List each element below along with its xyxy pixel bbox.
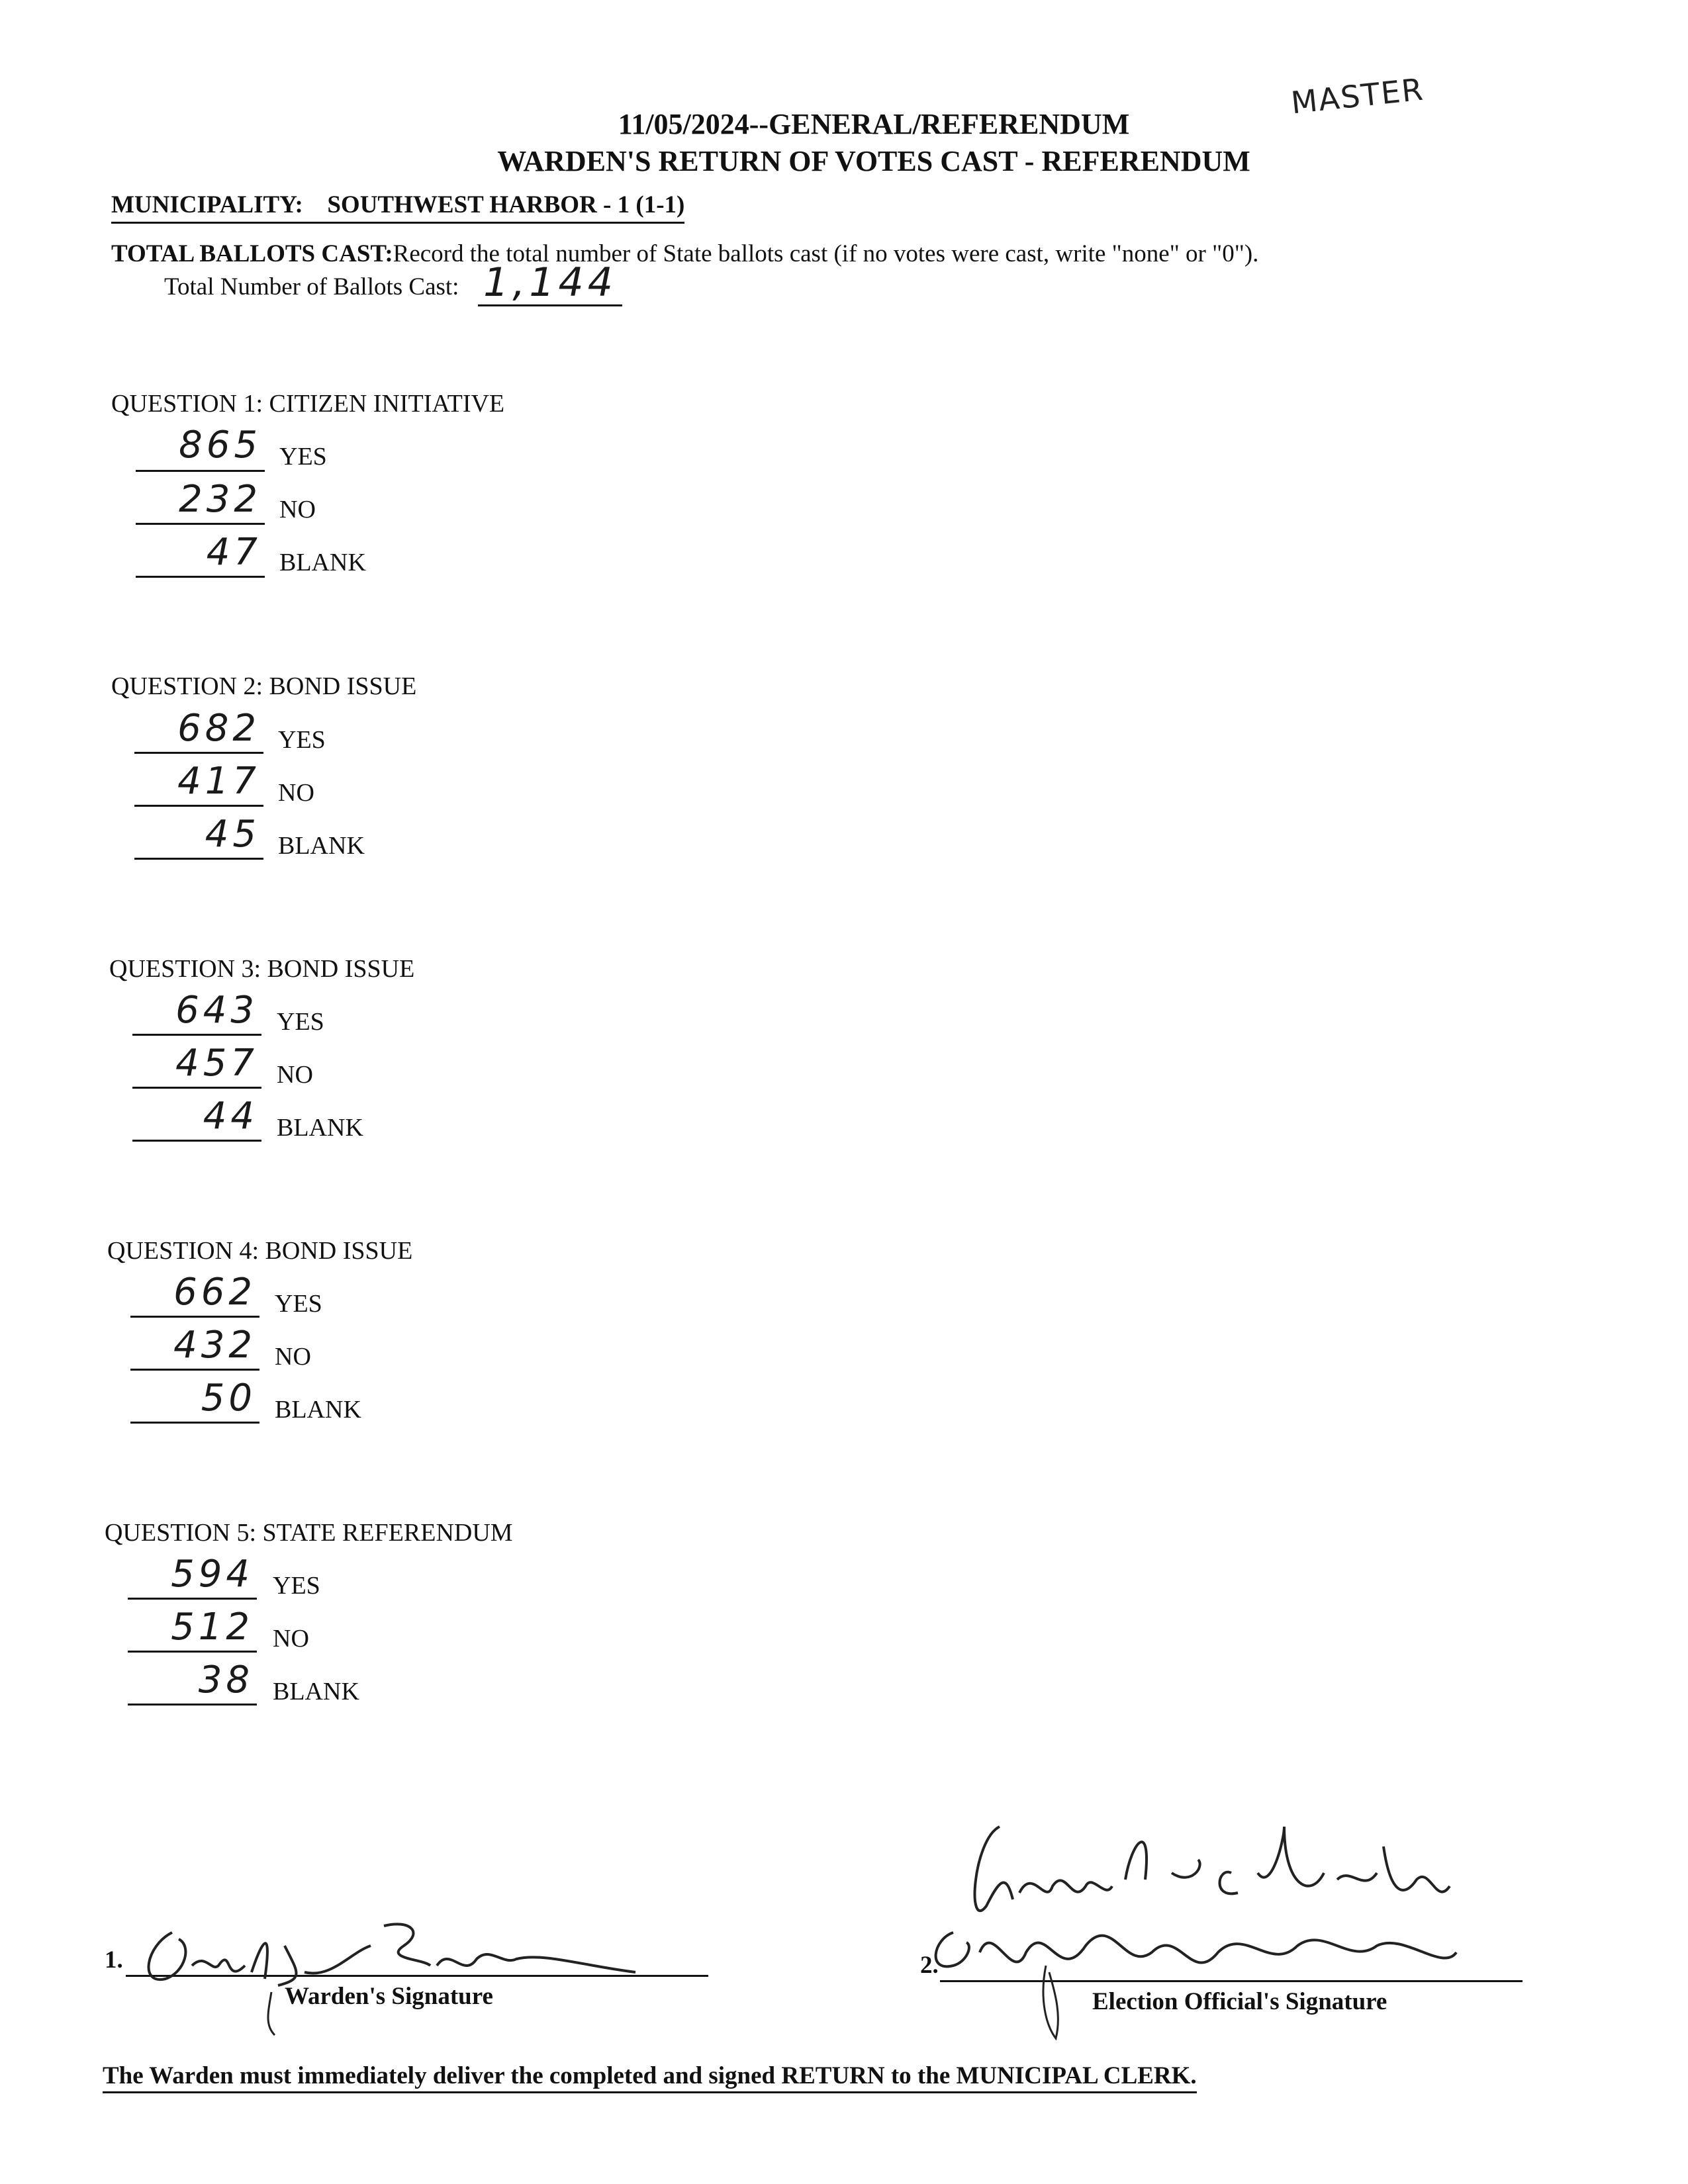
municipality-value: SOUTHWEST HARBOR - 1 (1-1) xyxy=(327,191,685,218)
question-2-blank-line xyxy=(134,858,263,860)
question-5-blank-label: BLANK xyxy=(273,1678,359,1706)
total-ballots-instruction: Record the total number of State ballots cast (if no votes were cast, write "none" or "0"). xyxy=(393,240,1259,267)
question-3-yes-count: 643 xyxy=(175,989,258,1032)
question-1-yes-line xyxy=(136,470,265,472)
question-5-yes-count: 594 xyxy=(171,1553,254,1596)
warden-signature xyxy=(132,1893,662,2045)
question-2-no-count: 417 xyxy=(177,760,260,803)
question-2-blank-count: 45 xyxy=(205,813,260,856)
form-title-line1: 11/05/2024--GENERAL/REFERENDUM xyxy=(618,108,1130,140)
question-1-yes-label: YES xyxy=(279,443,327,471)
election-official-signature xyxy=(914,1800,1509,2065)
question-5-no-line xyxy=(128,1651,257,1653)
ballot-count-value: 1,144 xyxy=(483,259,617,306)
question-1-blank-label: BLANK xyxy=(279,549,366,576)
question-3-yes-label: YES xyxy=(277,1008,324,1036)
question-1-no-count: 232 xyxy=(179,478,261,521)
form-title-line2: WARDEN'S RETURN OF VOTES CAST - REFERENDUM xyxy=(497,145,1250,177)
question-3-title: QUESTION 3: BOND ISSUE xyxy=(109,955,415,983)
municipality-label: MUNICIPALITY: xyxy=(111,191,303,218)
question-4-blank-count: 50 xyxy=(201,1377,256,1420)
question-1-yes-count: 865 xyxy=(179,424,261,467)
question-1-no-label: NO xyxy=(279,496,316,523)
question-4-no-count: 432 xyxy=(173,1324,256,1367)
question-5-no-count: 512 xyxy=(171,1606,254,1649)
question-1-blank-count: 47 xyxy=(206,531,261,574)
question-5-blank-count: 38 xyxy=(198,1659,254,1702)
question-3-yes-line xyxy=(132,1034,261,1036)
question-1-title: QUESTION 1: CITIZEN INITIATIVE xyxy=(111,390,505,418)
question-2-yes-label: YES xyxy=(278,726,326,754)
question-4-yes-line xyxy=(130,1316,259,1318)
question-1-blank-line xyxy=(136,576,265,578)
question-4-blank-line xyxy=(130,1422,259,1424)
warden-signature-number: 1. xyxy=(105,1946,123,1974)
question-5-title: QUESTION 5: STATE REFERENDUM xyxy=(105,1519,513,1547)
total-ballots-label: TOTAL BALLOTS CAST: xyxy=(111,240,393,267)
question-3-blank-count: 44 xyxy=(203,1095,258,1138)
question-3-no-count: 457 xyxy=(175,1042,258,1085)
question-4-title: QUESTION 4: BOND ISSUE xyxy=(107,1237,413,1265)
question-2-no-line xyxy=(134,805,263,807)
footer-instruction: The Warden must immediately deliver the completed and signed RETURN to the MUNICIPAL CLERK. xyxy=(103,2062,1197,2093)
question-2-title: QUESTION 2: BOND ISSUE xyxy=(111,672,417,700)
question-3-no-line xyxy=(132,1087,261,1089)
question-2-blank-label: BLANK xyxy=(278,832,365,860)
question-2-no-label: NO xyxy=(278,779,314,807)
question-4-no-label: NO xyxy=(275,1343,311,1371)
question-5-blank-line xyxy=(128,1704,257,1706)
question-2-yes-line xyxy=(134,752,263,754)
question-1-no-line xyxy=(136,523,265,525)
question-2-yes-count: 682 xyxy=(177,707,260,750)
question-4-yes-label: YES xyxy=(275,1290,322,1318)
question-5-no-label: NO xyxy=(273,1625,309,1653)
official-signature-number: 2. xyxy=(920,1952,939,1979)
question-3-blank-line xyxy=(132,1140,261,1142)
question-3-blank-label: BLANK xyxy=(277,1114,363,1142)
warden-signature-label: Warden's Signature xyxy=(285,1983,493,2010)
master-stamp: MASTER xyxy=(1289,71,1426,121)
question-5-yes-line xyxy=(128,1598,257,1600)
total-ballots-row xyxy=(111,240,1568,268)
ballot-count-label: Total Number of Ballots Cast: xyxy=(164,273,459,300)
question-3-no-label: NO xyxy=(277,1061,313,1089)
question-4-blank-label: BLANK xyxy=(275,1396,361,1424)
official-signature-label: Election Official's Signature xyxy=(1092,1988,1387,2015)
question-4-no-line xyxy=(130,1369,259,1371)
municipality-row xyxy=(111,191,684,224)
question-4-yes-count: 662 xyxy=(173,1271,256,1314)
question-5-yes-label: YES xyxy=(273,1572,320,1600)
